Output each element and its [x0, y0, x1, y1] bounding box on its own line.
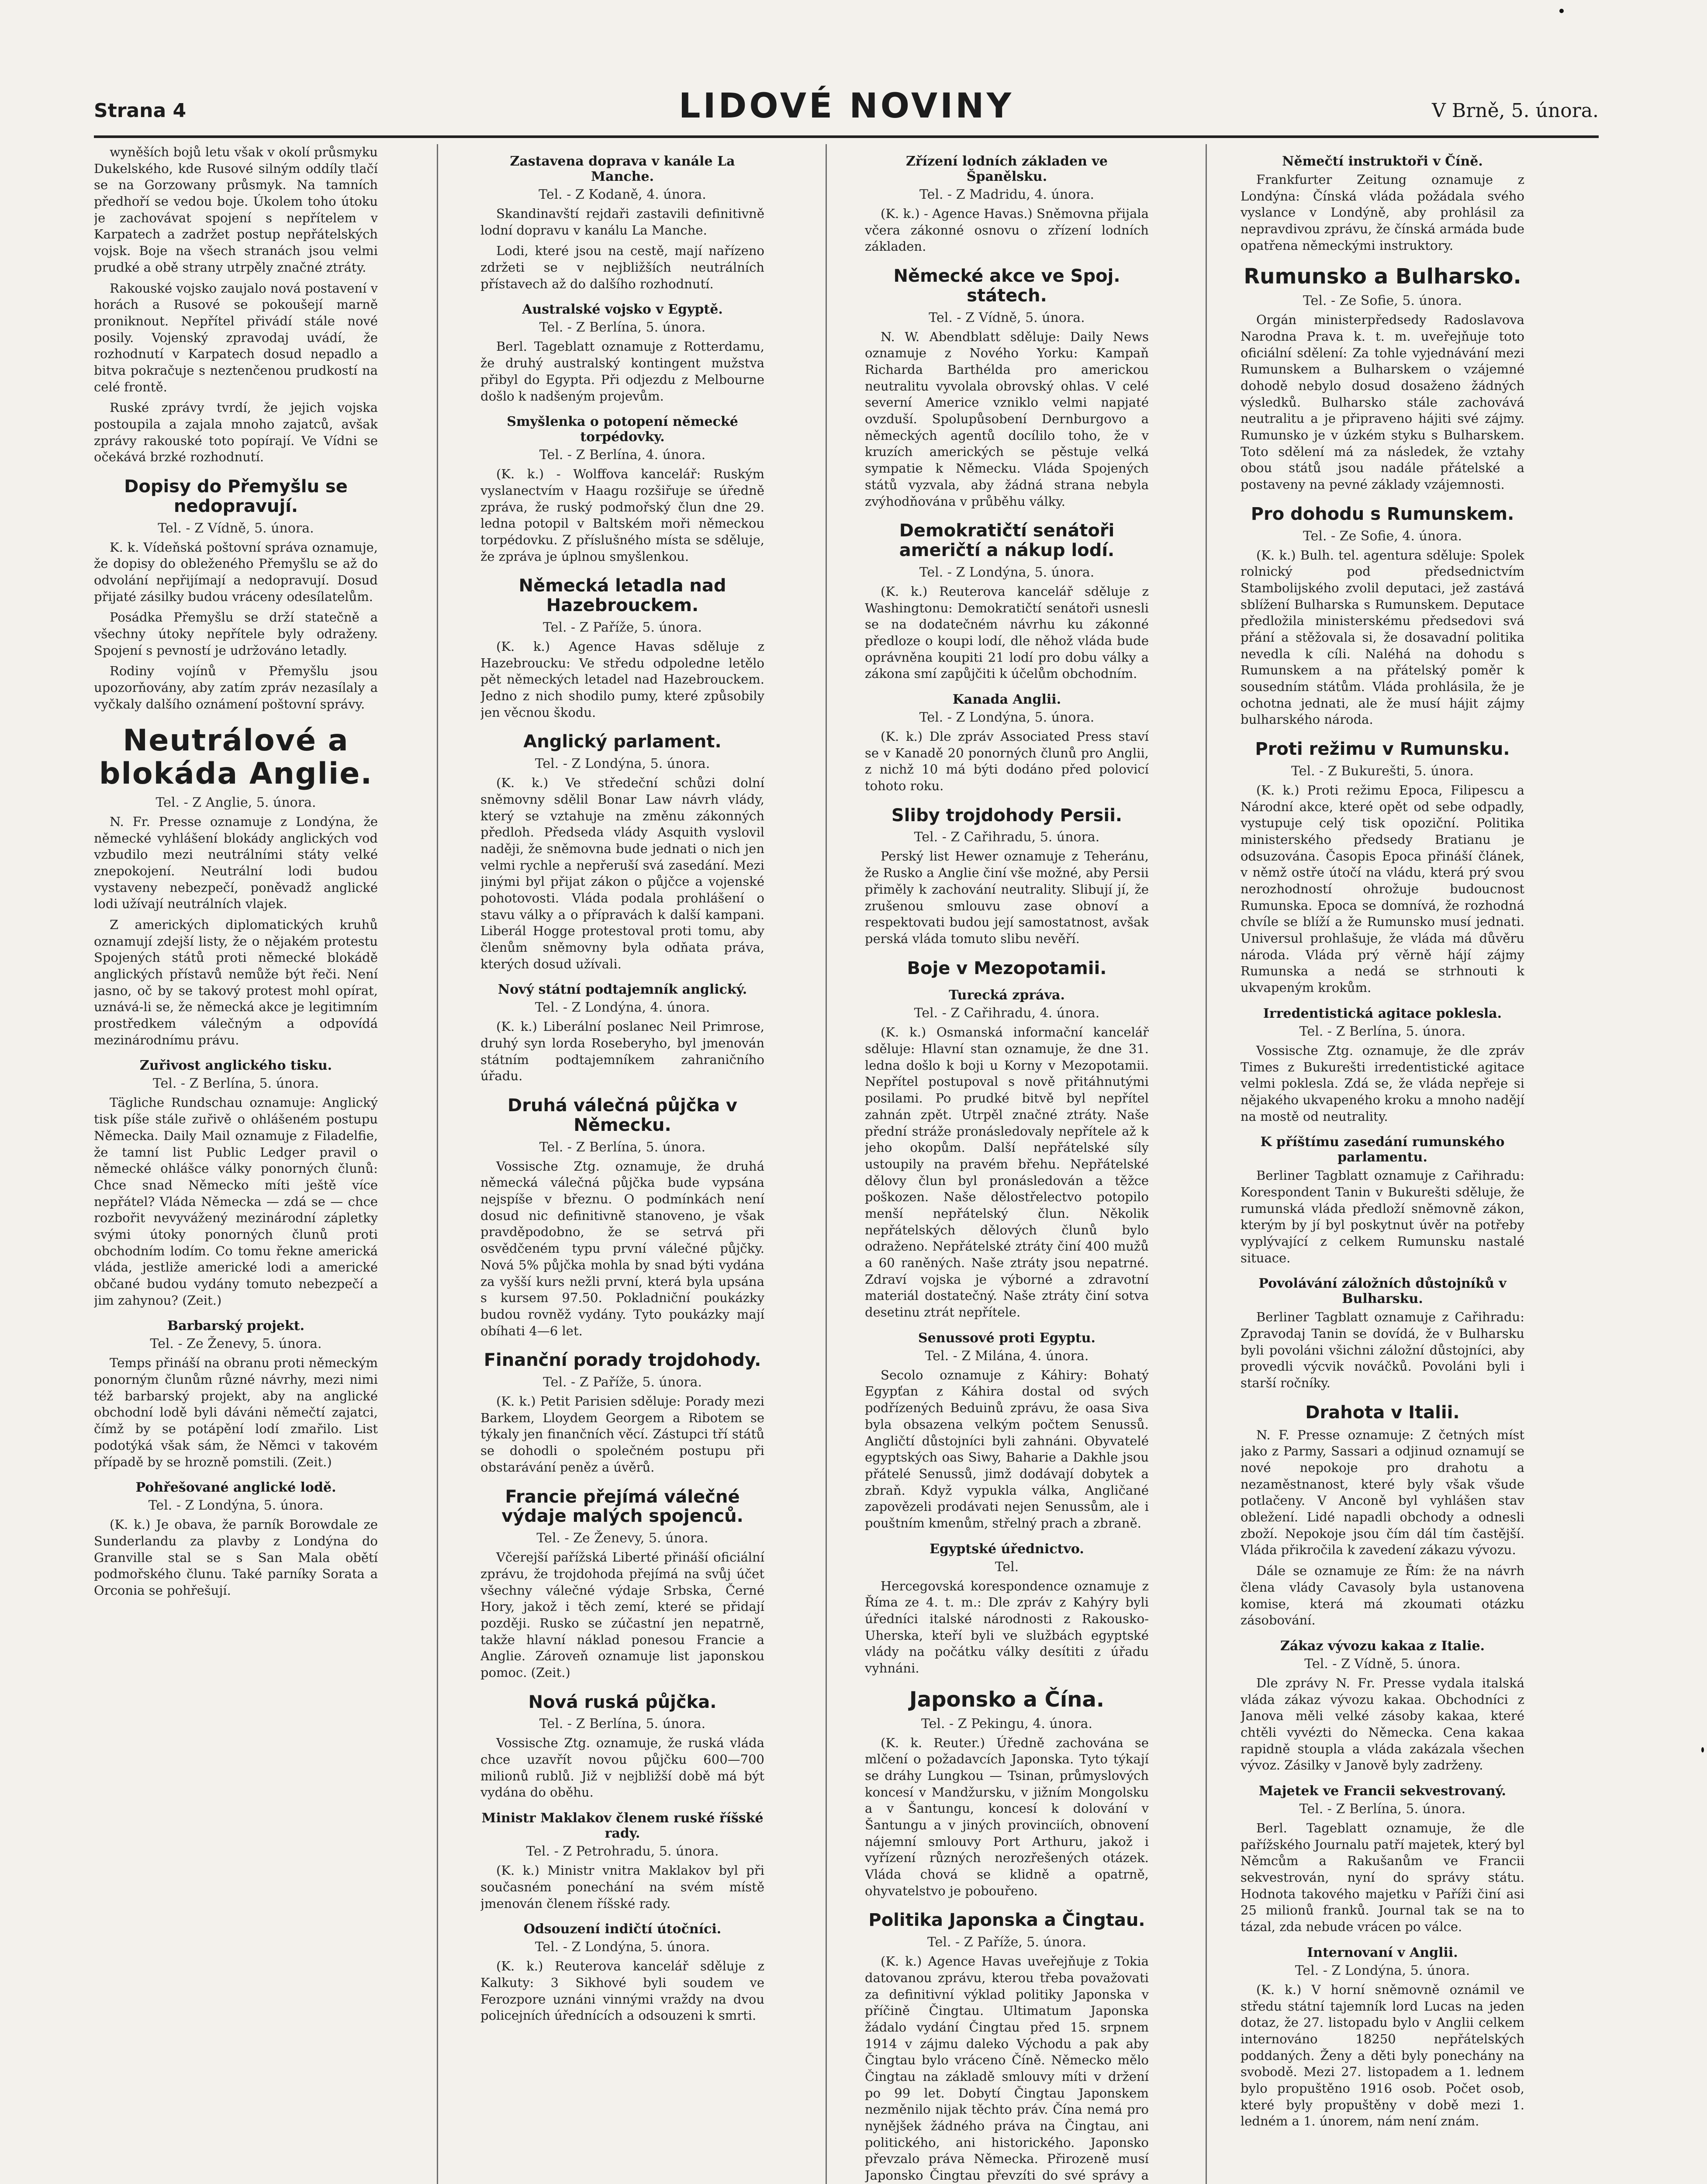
article-paragraph: Vossische Ztg. oznamuje, že druhá německá válečná půjčka bude vypsána nejspíše v březnu. O podmínkách není dosud nic definitivně stanoveno, je však pravděpodobno, že se setrvá při osvědčeném typu první válečné půjčky. Nová 5% půjčka mohla by snad býti vydána za vyšší kurs nežli první, která byla upsána s kursem 97.50. Pokladniční poukázky budou rovněž vydány. Tyto poukázky mají obíhati 4—6 let.	[480, 1158, 764, 1338]
article-paragraph: Berl. Tageblatt oznamuje, že dle pařížského Journalu patří majetek, který byl Němcům a Rakušanům ve Francii sekvestrován, nyní do správy státu. Hodnota takového majetku v Paříži činí asi 25 milionů franků. Journal tak se na to tázal, zda nebude vrácen po válce.	[1241, 1821, 1524, 1935]
article-paragraph: Vossische Ztg. oznamuje, že ruská vláda chce uzavřít novou půjčku 600—700 milionů rublů. Již v nejbližší době má být vydána do oběhu.	[480, 1735, 764, 1800]
telegraph-dateline: Tel. - Ze Ženevy, 5. února.	[536, 1531, 708, 1546]
article-subheadline: Zastavena doprava v kanále La Manche.	[510, 154, 735, 184]
telegraph-dateline: Tel. - Z Milána, 4. února.	[925, 1348, 1089, 1364]
article-headline: Dopisy do Přemyšlu se nedopravují.	[124, 477, 348, 516]
article-paragraph: (K. k.) Ve středeční schůzi dolní sněmovny sdělil Bonar Law návrh vlády, který se vztahuje na změnu zákonných předloh. Předseda vlády Asquith vyslovil naději, že sněmovna bude jednati o nich jen velmi rychle a nepřeruší svá zasedání. Mezi jinými byl přijat zákon o půjčce a vojenské pohotovosti. Vláda podala prohlášení o stavu války a o přípravách k další kampani. Liberál Hogge protestoval proti tomu, aby členům sněmovny byla odňata práva, kterých dosud užívali.	[480, 775, 764, 971]
article-paragraph: (K. k. Reuter.) Úředně zachována se mlčení o požadavcích Japonska. Tyto týkají se dráhy Lungkou — Tsinan, průmyslových koncesí v Mandžursku, v jižním Mongolsku a v Šantungu, koncesí k dolování v Šantungu a v jiných provinciích, obnovení nájemní smlouvy Port Arthuru, jakož i vyřízení různých nerozřešených otázek. Vláda chová se klidně a opatrně, ohyvatelstvo je pobouřeno.	[865, 1735, 1149, 1898]
article-paragraph: (K. k.) Proti režimu Epoca, Filipescu a Národní akce, které opět od sebe odpadly, vystupuje celý tisk opoziční. Politika ministerského předsedy Bratianu je odsuzována. Časopis Epoca přináší článek, v němž ostře útočí na vládu, která prý svou nerozhodností ohrožuje budoucnost Rumunska. Epoca se domnívá, že rozhodná chvíle se blíží a že Rumunsko musí jednati. Universul prohlašuje, že vláda má důvěru národa. Vláda prý věrně hájí zájmy Rumunska a nedá se strhnouti k ukvapeným krokům.	[1241, 782, 1524, 995]
newspaper-title: LIDOVÉ NOVINY	[678, 86, 1014, 126]
article-subheadline: K příštímu zasedání rumunského parlamentu.	[1260, 1134, 1505, 1165]
article-headline: Neutrálové a blokáda Anglie.	[99, 723, 373, 791]
article-paragraph: (K. k.) - Agence Havas.) Sněmovna přijala včera zákonné osnovu o zřízení lodních základen.	[865, 206, 1149, 254]
article-paragraph: Rakouské vojsko zaujalo nová postavení v horách a Rusové se pokoušejí marně proniknout. Nepřítel přivádí stále nové posily. Vojenský zpravodaj uvádí, že rozhodnutí v Karpatech dosud nepadlo a bitva pokračuje s neztenčenou prudkostí na celé frontě.	[94, 280, 378, 394]
article-paragraph: Tägliche Rundschau oznamuje: Anglický tisk píše stále zuřivě o ohlášeném postupu Německa. Daily Mail oznamuje z Filadelfie, že tamní list Public Ledger pravil o německé ohlášce války ponorných člunů: Chce snad Německo míti ještě více nepřátel? Vláda Německa — zdá se — chce rozbořit nevyvážený mezinárodní zápletky svými útoky ponorných člunů proti obchodním lodím. Co tomu řekne americká vláda, jestliže americké lodi a americké občané budou vydány tomuto nebezpečí a jim zahynou? (Zeit.)	[94, 1095, 378, 1308]
telegraph-dateline: Tel. - Z Cařihradu, 5. února.	[914, 829, 1100, 845]
telegraph-dateline: Tel.	[995, 1559, 1019, 1575]
article-paragraph: Perský list Hewer oznamuje z Teheránu, že Rusko a Anglie činí vše možné, aby Persii přiměly k zachování neutrality. Slibují jí, že zrušenou smlouvu zase obnoví a respektovati budou její samostatnost, avšak perská vláda tomuto slibu nevěří.	[865, 849, 1149, 946]
telegraph-dateline: Tel. - Z Cařihradu, 4. února.	[914, 1006, 1100, 1021]
article-subheadline: Zřízení lodních základen ve Španělsku.	[906, 154, 1108, 184]
article-paragraph: Lodi, které jsou na cestě, mají nařízeno zdržeti se v nejbližších neutrálních přístavech až do dalšího rozhodnutí.	[480, 243, 764, 291]
article-subheadline: Ministr Maklakov členem ruské říšské rady.	[481, 1811, 764, 1842]
page-number: Strana 4	[94, 100, 187, 122]
article-subheadline: Majetek ve Francii sekvestrovaný.	[1258, 1783, 1506, 1799]
article-headline: Nová ruská půjčka.	[528, 1692, 717, 1712]
article-subheadline: Nový státní podtajemník anglický.	[498, 982, 747, 998]
article-paragraph: (K. k.) Agence Havas uveřejňuje z Tokia datovanou zprávu, kterou třeba považovati za definitivní výklad politiky Japonska v příčině Čingtau. Ultimatum Japonska žádalo vydání Čingtau před 15. srpnem 1914 v zájmu daleko Východu a pak aby Čingtau bylo vráceno Číně. Německo mělo Čingtau na základě smlouvy míti v držení po 99 let. Dobytí Čingtau Japonskem nezměnilo nijak těchto práv. Čína nemá pro nynějšek žádného práva na Čingtau, ani politického, ani historického. Japonsko převzalo práva Německa. Přirozeně musí Japonsko Čingtau převzíti do své správy a	[865, 1954, 1149, 2183]
telegraph-dateline: Tel. - Z Berlína, 5. února.	[1299, 1023, 1466, 1039]
article-paragraph: Včerejší pařížská Liberté přináší oficiální zprávu, že trojdohoda přejímá na svůj účet všechny válečné výdaje Srbska, Černé Hory, jakož i těch zemí, které se přidají později. Rusko se zúčastní jen nepatrně, takže hlavní náklad ponesou Francie a Anglie. Zároveň oznamuje list japonskou pomoc. (Zeit.)	[480, 1550, 764, 1680]
article-subheadline: Kanada Anglii.	[952, 691, 1061, 707]
telegraph-dateline: Tel. - Z Pekingu, 4. února.	[921, 1716, 1093, 1731]
article-paragraph: N. Fr. Presse oznamuje z Londýna, že německé vyhlášení blokády anglických vod vzbudilo mezi neutrálními státy velké znepokojení. Neutrální lodi budou vystaveny nebezpečí, poněvadž anglické lodi užívají neutrálních vlajek.	[94, 814, 378, 912]
telegraph-dateline: Tel. - Z Berlína, 5. února.	[152, 1076, 319, 1092]
article-subheadline: Odsouzení indičtí útočníci.	[523, 1921, 722, 1937]
telegraph-dateline: Tel. - Z Madridu, 4. února.	[919, 187, 1095, 202]
telegraph-dateline: Tel. - Z Vídně, 5. února.	[929, 310, 1085, 325]
article-paragraph: Berl. Tageblatt oznamuje z Rotterdamu, že druhý australský kontingent mužstva přibyl do Egypta. Při odjezdu z Melbourne došlo k nadšeným projevům.	[480, 339, 764, 404]
article-paragraph: Dle zprávy N. Fr. Presse vydala italská vláda zákaz vývozu kakaa. Obchodníci z Janova měli velké zásoby kakaa, které chtěli vyvézti do Německa. Cena kakaa rapidně stoupla a vláda zakázala všechen vývoz. Zásilky v Janově byly zadrženy.	[1241, 1675, 1524, 1773]
telegraph-dateline: Tel. - Z Berlína, 5. února.	[539, 1716, 706, 1732]
article-paragraph: wyněších bojů letu však v okolí průsmyku Dukelského, kde Rusové silným oddíly tlačí se na Gorzowany průsmyk. Na tamních předhoří se vedou boje. Úkolem toho útoku je zachovávat spojení s nepřítelem v Karpatech a zadržet postup nepřátelských vojsk. Boje na všech stranách jsou velmi prudké a obě strany utrpěly značné ztráty.	[94, 145, 378, 275]
article-paragraph: Z amerických diplomatických kruhů oznamují zdejší listy, že o nějakém protestu Spojených států proti německé blokádě anglických přístavů nemůže být řeči. Není jasno, oč by se takový protest mohl opírat, uznává-li se, že německá akce je legitimním prostředkem válečným a odpovídá mezinárodnímu právu.	[94, 917, 378, 1047]
article-subheadline: Senussové proti Egyptu.	[918, 1330, 1095, 1346]
article-paragraph: (K. k.) Dle zpráv Associated Press staví se v Kanadě 20 ponorných člunů pro Anglii, z nichž 10 má býti dodáno před polovicí tohoto roku.	[865, 729, 1149, 793]
article-paragraph: Dále se oznamuje ze Řím: že na návrh člena vlády Cavasoly byla ustanovena komise, která má zkoumati otázku zásobování.	[1241, 1563, 1524, 1628]
article-paragraph: Frankfurter Zeitung oznamuje z Londýna: Čínská vláda požádala svého vyslance v Londýně, aby prohlásil za nepravdivou zprávu, že čínská armáda bude opatřena německými instruktory.	[1241, 172, 1524, 253]
article-paragraph: Secolo oznamuje z Káhiry: Bohatý Egypťan z Káhira dostal od svých podřízených Beduinů zprávu, že oasa Siva byla obsazena velkým počtem Senussů. Angličtí důstojníci byli zahnáni. Obyvatelé egyptských oas Siwy, Baharie a Dakhle jsou přátelé Senussů, jimž dodávají dobytek a zbraň. Když vypukla válka, Angličané zapovězeli prodávati nejen Senussům, ale i pouštním kmenům, střelný prach a zbraně.	[865, 1367, 1149, 1531]
article-paragraph: Skandinavští rejdaři zastavili definitivně lodní dopravu v kanálu La Manche.	[480, 206, 764, 238]
masthead	[94, 83, 1599, 138]
article-headline: Boje v Mezopotamii.	[907, 958, 1107, 978]
telegraph-dateline: Tel. - Z Kodaně, 4. února.	[539, 187, 706, 202]
telegraph-dateline: Tel. - Ze Sofie, 5. února.	[1303, 293, 1462, 309]
article-paragraph: (K. k.) - Wolffova kancelář: Ruským vyslanectvím v Haagu rozšiřuje se úředně zpráva, že ruský podmořský člun dne 29. ledna potopil v Baltském moři německou torpédovku. Z příslušného místa se sděluje, že zpráva je úplnou smyšlenkou.	[480, 467, 764, 564]
article-headline: Anglický parlament.	[523, 732, 722, 752]
article-headline: Druhá válečná půjčka v Německu.	[508, 1095, 737, 1135]
article-subheadline: Egyptské úřednictvo.	[930, 1541, 1084, 1557]
telegraph-dateline: Tel. - Ze Ženevy, 5. února.	[150, 1336, 322, 1352]
article-paragraph: N. F. Presse oznamuje: Z četných míst jako z Parmy, Sassari a odjinud oznamují se nové nepokoje pro drahotu a nezaměstnanost, které byly však všude potlačeny. V Anconě byl vyhlášen stav obležení. Lidé napadli obchody a odnesli zboží. Nepokoje jsou čím dál tím častější. Vláda přikročila k zavedení zákazu vývozu.	[1241, 1427, 1524, 1558]
article-subheadline: Smyšlenka o potopení německé torpédovky.	[507, 414, 738, 445]
article-headline: Japonsko a Čína.	[909, 1687, 1105, 1712]
telegraph-dateline: Tel. - Z Petrohradu, 5. února.	[526, 1844, 719, 1859]
issue-dateline: V Brně, 5. února.	[1432, 100, 1599, 122]
column-2	[480, 144, 764, 2184]
article-headline: Francie přejímá válečné výdaje malých spojenců.	[501, 1486, 743, 1527]
article-subheadline: Němečtí instruktoři v Číně.	[1282, 154, 1483, 169]
article-subheadline: Australské vojsko v Egyptě.	[522, 302, 723, 318]
article-paragraph: Ruské zprávy tvrdí, že jejich vojska postoupila a zajala mnoho zajatců, avšak zprávy rakouské toto popírají. Ve Vídni se očekává brzké rozhodnutí.	[94, 400, 378, 465]
article-paragraph: (K. k.) Liberální poslanec Neil Primrose, druhý syn lorda Roseberyho, byl jmenován státním podtajemníkem zahraničního úřadu.	[480, 1019, 764, 1084]
article-paragraph: Rodiny vojínů v Přemyšlu jsou upozorňovány, aby zatím zpráv nezasílaly a vyčkaly dalšího oznámení poštovní správy.	[94, 663, 378, 712]
telegraph-dateline: Tel. - Z Londýna, 5. února.	[148, 1498, 324, 1514]
article-subheadline: Pohřešované anglické lodě.	[135, 1480, 336, 1496]
article-subheadline: Povolávání záložních důstojníků v Bulharsku.	[1258, 1276, 1507, 1307]
telegraph-dateline: Tel. - Z Londýna, 5. února.	[535, 1939, 710, 1955]
telegraph-dateline: Tel. - Z Paříže, 5. února.	[927, 1935, 1087, 1950]
telegraph-dateline: Tel. - Z Londýna, 4. února.	[535, 1000, 710, 1016]
article-paragraph: (K. k.) Ministr vnitra Maklakov byl při současném ponechání na svém místě jmenován členem říšské rady.	[480, 1863, 764, 1911]
article-paragraph: (K. k.) V horní sněmovně oznámil ve středu státní tajemník lord Lucas na jeden dotaz, že 27. listopadu bylo v Anglii celkem internováno 18250 nepřátelských poddaných. Ženy a děti byly ponechány na svobodě. Mezi 27. listopadem a 1. lednem bylo propuštěno 1916 osob. Počet osob, které byly propuštěny v době mezi 1. ledném a 1. únorem, nám není znám.	[1241, 1982, 1524, 2129]
article-headline: Demokratičtí senátoři američtí a nákup lodí.	[899, 521, 1115, 561]
article-paragraph: (K. k.) Reuterova kancelář sděluje z Kalkuty: 3 Sikhové byli soudem ve Ferozpore uznáni vinnými vraždy na dvou policejních úřednících a odsouzeni k smrti.	[480, 1959, 764, 2023]
article-paragraph: K. k. Vídeňská poštovní správa oznamuje, že dopisy do obleženého Přemyšlu se až do odvolání nepřijímají a nedopravují. Dosud přijaté zásilky budou vráceny odesílatelům.	[94, 539, 378, 604]
article-subheadline: Zuřivost anglického tisku.	[139, 1058, 332, 1074]
article-headline: Finanční porady trojdohody.	[484, 1350, 761, 1371]
article-paragraph: Posádka Přemyšlu se drží statečně a všechny útoky nepřítele byly odraženy. Spojení s pevností je udržováno letadly.	[94, 610, 378, 658]
column-rule	[437, 144, 438, 2184]
column-1	[94, 144, 378, 2184]
article-paragraph: Berliner Tagblatt oznamuje z Cařihradu: Korespondent Tanin v Bukurešti sděluje, že rumunská vláda předloží sněmovně zákon, kterým by jí byl poskytnut úvěr na potřeby vyplývající z celkem Rumunsku nastalé situace.	[1241, 1168, 1524, 1265]
article-headline: Pro dohodu s Rumunskem.	[1251, 504, 1514, 524]
article-headline: Drahota v Italii.	[1305, 1402, 1460, 1423]
telegraph-dateline: Tel. - Z Berlína, 4. února.	[539, 447, 706, 463]
article-headline: Německé akce ve Spoj. státech.	[893, 266, 1120, 306]
column-rule	[826, 144, 827, 2184]
article-headline: Sliby trojdohody Persii.	[891, 805, 1123, 826]
article-headline: Politika Japonska a Čingtau.	[868, 1910, 1145, 1931]
telegraph-dateline: Tel. - Z Bukurešti, 5. února.	[1291, 763, 1474, 779]
article-headline: Proti režimu v Rumunsku.	[1255, 739, 1510, 760]
telegraph-dateline: Tel. - Z Paříže, 5. února.	[543, 619, 702, 635]
column-3	[865, 144, 1149, 2184]
article-subheadline: Turecká zpráva.	[949, 988, 1065, 1003]
article-subheadline: Barbarský projekt.	[167, 1318, 305, 1334]
article-paragraph: (K. k.) Petit Parisien sděluje: Porady mezi Barkem, Lloydem Georgem a Ribotem se týkaly jen finančních věcí. Zástupci tří států se dohodli o společném postupu při obstarávání peněz a úvěrů.	[480, 1394, 764, 1475]
article-paragraph: (K. k.) Agence Havas sděluje z Hazebroucku: Ve středu odpoledne letělo pět německých letadel nad Hazebrouckem. Jedno z nich shodilo pumy, které způsobily jen věcnou škodu.	[480, 639, 764, 720]
telegraph-dateline: Tel. - Z Vídně, 5. února.	[158, 520, 314, 536]
article-subheadline: Irredentistická agitace poklesla.	[1263, 1006, 1502, 1021]
article-paragraph: Berliner Tagblatt oznamuje z Cařihradu: Zpravodaj Tanin se dovídá, že v Bulharsku byli povoláni všichni záložní důstojníci, aby provedli výcvik nováčků. Povoláni byli i starší ročníky.	[1241, 1310, 1524, 1391]
telegraph-dateline: Tel. - Z Berlína, 5. února.	[539, 1139, 706, 1155]
article-paragraph: (K. k.) Bulh. tel. agentura sděluje: Spolek rolnický pod předsednictvím Stambolijského zvolil deputaci, jež zastává sblížení Bulharska s Rumunskem. Deputace předložila ministerskému předsedovi svá přání a stěžovala si, že dosavadní politika nevedla k cíli. Naléhá na dohodu s Rumunskem a na přátelský poměr k sousedním státům. Vláda prohlásila, že je ochotna jednati, ale že musí hájit zájmy bulharského národa.	[1241, 547, 1524, 727]
article-paragraph: (K. k.) Reuterova kancelář sděluje z Washingtonu: Demokratičtí senátoři usnesli se na dodatečném návrhu ku zákonné předloze o koupi lodí, dle něhož vláda bude oprávněna koupiti 21 lodí pro dobu války a zákona smí zapůjčiti k účelům obchodním.	[865, 584, 1149, 681]
article-paragraph: Temps přináší na obranu proti německým ponorným člunům různé návrhy, mezi nimi též barbarský projekt, aby na anglické obchodní lodě byli dáváni němečtí zajatci, čímž by se potápění lodí zmařilo. List podotýká však sám, že Němci v takovém případě by se hrozně pomstili. (Zeit.)	[94, 1355, 378, 1469]
telegraph-dateline: Tel. - Z Vídně, 5. února.	[1304, 1656, 1461, 1672]
telegraph-dateline: Tel. - Ze Sofie, 4. února.	[1303, 528, 1462, 544]
article-headline: Německá letadla nad Hazebrouckem.	[518, 576, 726, 616]
article-paragraph: Hercegovská korespondence oznamuje z Říma ze 4. t. m.: Dle zpráv z Kahýry byli úředníci italské národnosti z Rakousko-Uherska, kteří byli ve službách egyptské vlády na počátku války desítiti z úřadu vyhnáni.	[865, 1578, 1149, 1676]
article-paragraph: N. W. Abendblatt sděluje: Daily News oznamuje z Nového Yorku: Kampaň Richarda Barthélda pro americkou neutralitu vyvolala obrovský ohlas. V celé severní Americe vzniklo velmi napjaté ovzduší. Spolupůsobení Dernburgovo a německých agentů docílilo toho, že v kruzích amerických se pěstuje velká sympatie k Německu. Vláda Spojených států vyzvala, aby žádná strana nebyla zvýhodňována v průběhu války.	[865, 329, 1149, 509]
article-paragraph: Vossische Ztg. oznamuje, že dle zpráv Times z Bukurešti irredentistické agitace velmi poklesla. Zdá se, že vláda nepřeje si nějakého ukvapeného kroku a mnoho nadějí na mostě od neutrality.	[1241, 1043, 1524, 1124]
article-paragraph: (K. k.) Je obava, že parník Borowdale ze Sunderlandu za plavby z Londýna do Granville stal se s San Mala obětí podmořského člunu. Také parníky Sorata a Orconia se pohřešují.	[94, 1517, 378, 1598]
article-subheadline: Zákaz vývozu kakaa z Italie.	[1280, 1638, 1485, 1654]
article-paragraph: Orgán ministerpředsedy Radoslavova Narodna Prava k. t. m. uveřejňuje toto oficiální sdělení: Za tohle vyjednávání mezi Rumunskem a Bulharskem o vzájemné dohodě nebylo dosud dosaženo žádných výsledků. Bulharsko stále zachovává neutralitu a je připraveno hájiti své zájmy. Rumunsko je v úzkém styku s Bulharskem. Toto sdělení má za následek, že vztahy obou států jsou nadále přátelské a postaveny na pevné základy vzájemnosti.	[1241, 312, 1524, 492]
telegraph-dateline: Tel. - Z Londýna, 5. února.	[919, 564, 1095, 580]
telegraph-dateline: Tel. - Z Paříže, 5. února.	[543, 1375, 702, 1390]
telegraph-dateline: Tel. - Z Anglie, 5. února.	[155, 795, 316, 810]
article-paragraph: (K. k.) Osmanská informační kancelář sděluje: Hlavní stan oznamuje, že dne 31. ledna došlo k boji u Korny v Mezopotamii. Nepřítel postupoval s nově přitáhnutými posilami. Po prudké bitvě byl nepřítel zahnán zpět. Utrpěl značné ztráty. Naše přední stráže pronásledovaly nepřítele až k jeho okopům. Další nepřátelské síly ustoupily na pravém břehu. Nepřátelské dělovy člun byl pronásledován a těžce poškozen. Naše dělostřelectvo potopilo menší nepřátelský člun. Několik nepřátelských dělových člunů bylo odraženo. Nepřátelské ztráty činí 400 mužů a 60 raněných. Naše ztráty jsou nepatrné. Zdraví vojska je výborné a zdravotní materiál dostatečný. Naše ztráty činí sotva desetinu ztrát nepřítele.	[865, 1025, 1149, 1320]
telegraph-dateline: Tel. - Z Londýna, 5. února.	[919, 709, 1095, 725]
article-subheadline: Internovaní v Anglii.	[1307, 1945, 1458, 1960]
column-4	[1241, 144, 1524, 2184]
column-rule	[1206, 144, 1207, 2184]
telegraph-dateline: Tel. - Z Berlína, 5. února.	[1299, 1801, 1466, 1817]
telegraph-dateline: Tel. - Z Londýna, 5. února.	[535, 756, 710, 772]
article-headline: Rumunsko a Bulharsko.	[1244, 264, 1521, 289]
telegraph-dateline: Tel. - Z Berlína, 5. února.	[539, 320, 706, 335]
telegraph-dateline: Tel. - Z Londýna, 5. února.	[1295, 1963, 1470, 1978]
